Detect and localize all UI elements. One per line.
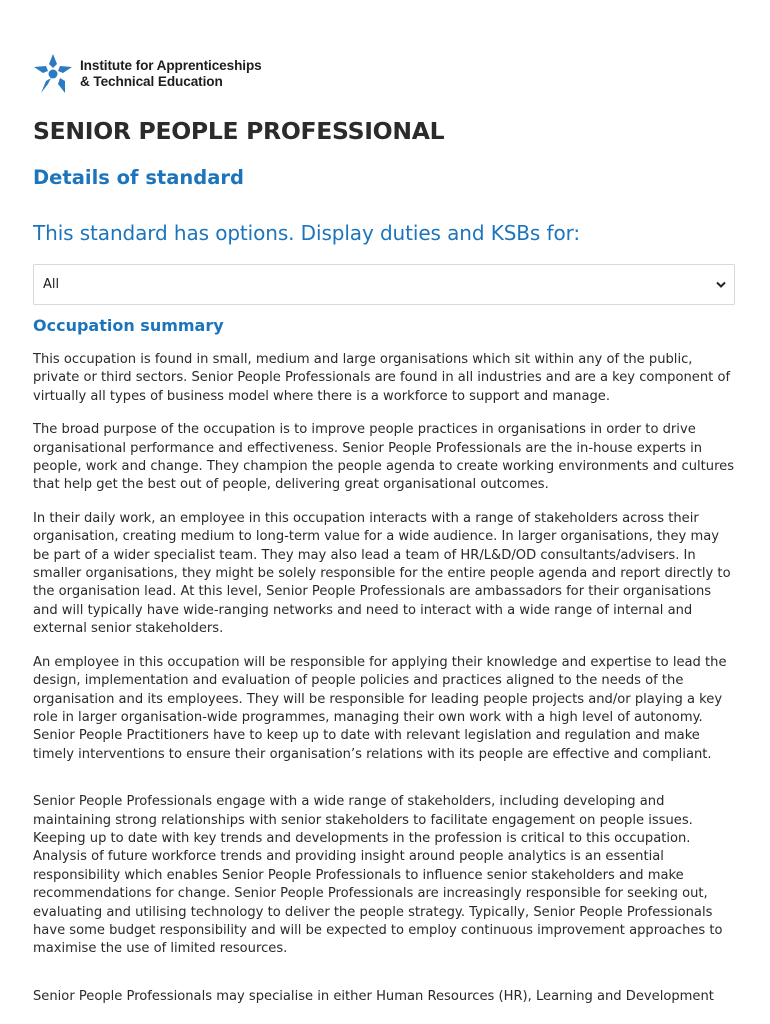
text-line: that help get the best out of people, delivering great organisational outcomes.: [33, 477, 549, 493]
text-line: Senior People Professionals engage with a wide range of stakeholders, including developing and: [33, 794, 665, 810]
page-title: SENIOR PEOPLE PROFESSIONAL: [33, 117, 445, 145]
text-line: smaller organisations, they might be solely responsible for the entire people agenda and report directly to: [33, 566, 731, 582]
text-line: timely interventions to ensure their organisation’s relations with its people are effective and compliant.: [33, 746, 712, 762]
text-line: organisation and its employees. They will be responsible for leading people projects and/or playing a key: [33, 691, 723, 707]
occupation-summary-heading: Occupation summary: [33, 316, 224, 335]
text-line: be part of a wider specialist team. They may also lead a team of HR/L&D/OD consultants/advisers. In: [33, 547, 696, 563]
summary-paragraph: [33, 351, 745, 406]
text-line: and will typically have wide-ranging networks and need to interact with a wide range of internal and: [33, 602, 693, 618]
text-line: An employee in this occupation will be responsible for applying their knowledge and expertise to lead the: [33, 654, 727, 670]
chevron-down-icon: [716, 281, 726, 289]
text-line: Keeping up to date with key trends and developments in the profession is critical to this occupation.: [33, 830, 691, 846]
text-line: recommendations for change. Senior People Professionals are increasingly responsible for seeking out,: [33, 886, 708, 902]
text-line: have some budget responsibility and will be expected to employ continuous improvement approaches to: [33, 922, 723, 938]
option-select[interactable]: [33, 264, 735, 305]
text-line: virtually all types of business model where there is a workforce to support and manage.: [33, 388, 611, 404]
text-line: maximise the use of limited resources.: [33, 941, 288, 957]
logo-wordmark: [80, 58, 262, 90]
option-select-value: All: [43, 277, 60, 292]
text-line: responsibility which enables Senior People Professionals to influence senior stakeholders and make: [33, 867, 684, 883]
logo[interactable]: [32, 51, 262, 96]
summary-paragraph: [33, 421, 745, 495]
text-line: private or third sectors. Senior People Professionals are found in all industries and are a key component of: [33, 370, 731, 386]
text-line: role in larger organisation-wide programmes, managing their own work with a high level of autonomy.: [33, 709, 703, 725]
text-line: organisational performance and effectiveness. Senior People Professionals are the in-house experts in: [33, 440, 703, 456]
text-line: external senior stakeholders.: [33, 621, 224, 637]
occupation-summary-body: [33, 351, 745, 1021]
text-line: Senior People Practitioners have to keep up to date with relevant legislation and regulation and make: [33, 728, 700, 744]
text-line: The broad purpose of the occupation is to improve people practices in organisations in order to drive: [33, 422, 696, 438]
text-line: Analysis of future workforce trends and providing insight around people analytics is an essential: [33, 849, 664, 865]
star-flower-icon: [32, 51, 74, 96]
text-line: organisation, creating medium to long-term value for a wide audience. In larger organisations, they may: [33, 529, 719, 545]
summary-paragraph: [33, 510, 745, 639]
options-label: This standard has options. Display duties and KSBs for:: [33, 221, 580, 245]
text-line: design, implementation and evaluation of people policies and practices aligned to the needs of the: [33, 673, 684, 689]
summary-paragraph: [33, 793, 745, 959]
text-line: maintaining strong relationships with senior stakeholders to facilitate engagement on people issues.: [33, 812, 693, 828]
text-line: the organisation lead. At this level, Senior People Professionals are ambassadors for their organisations: [33, 584, 712, 600]
text-line: This occupation is found in small, medium and large organisations which sit within any of the public,: [33, 352, 693, 367]
logo-line-1: Institute for Apprenticeships: [80, 57, 262, 73]
text-line: In their daily work, an employee in this occupation interacts with a range of stakeholders across their: [33, 510, 699, 526]
text-line: Senior People Professionals may specialise in either Human Resources (HR), Learning and Development: [33, 988, 714, 1004]
logo-line-2: & Technical Education: [80, 73, 223, 89]
summary-paragraph: [33, 654, 745, 764]
text-line: people, work and change. They champion the people agenda to create working environments and cultures: [33, 459, 735, 475]
summary-paragraph: [33, 988, 745, 1006]
text-line: evaluating and utilising technology to deliver the people strategy. Typically, Senior People Professionals: [33, 904, 713, 920]
details-heading: Details of standard: [33, 166, 244, 189]
